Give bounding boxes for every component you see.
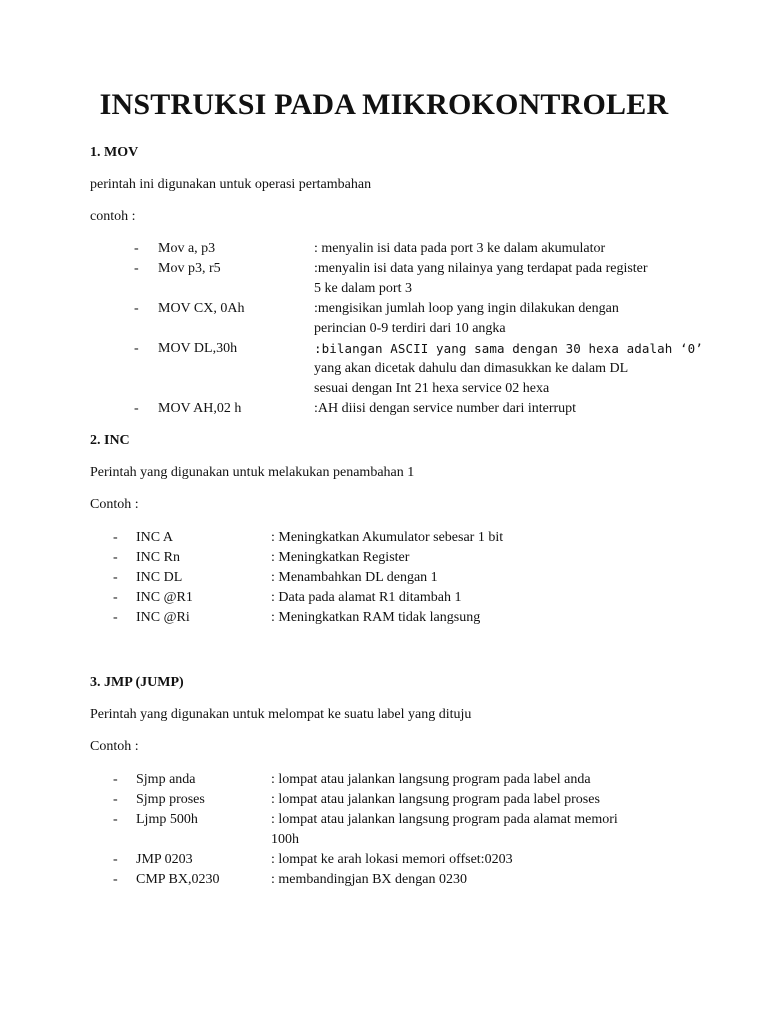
list-item — [0, 299, 768, 339]
example-list-mov — [0, 239, 768, 419]
list-bullet: - — [134, 401, 139, 416]
instruction-command: INC A — [136, 530, 173, 545]
instruction-description: : lompat ke arah lokasi memori offset:0203 — [271, 852, 513, 867]
section-description-inc: Perintah yang digunakan untuk melakukan penambahan 1 — [90, 465, 415, 480]
instruction-command: JMP 0203 — [136, 852, 193, 867]
list-item — [0, 770, 768, 790]
list-bullet: - — [113, 610, 118, 625]
instruction-description: : Meningkatkan Register — [271, 550, 410, 565]
list-item — [0, 608, 768, 628]
instruction-command: Mov a, p3 — [158, 241, 216, 256]
list-item — [0, 239, 768, 259]
list-bullet: - — [113, 550, 118, 565]
page-title: INSTRUKSI PADA MIKROKONTROLER — [99, 88, 669, 121]
instruction-description: : Data pada alamat R1 ditambah 1 — [271, 590, 462, 605]
instruction-description: : Meningkatkan RAM tidak langsung — [271, 610, 481, 625]
instruction-command: Ljmp 500h — [136, 812, 198, 827]
instruction-command: INC DL — [136, 570, 183, 585]
list-bullet: - — [113, 530, 118, 545]
instruction-description: yang akan dicetak dahulu dan dimasukkan ke dalam DL sesuai dengan Int 21 hexa service 02 hexa — [314, 361, 629, 396]
instruction-description: :menyalin isi data yang nilainya yang terdapat pada register 5 ke dalam port 3 — [314, 261, 648, 296]
list-bullet: - — [113, 872, 118, 887]
example-label-jmp: Contoh : — [90, 739, 139, 754]
list-bullet: - — [134, 241, 139, 256]
instruction-command: INC Rn — [136, 550, 180, 565]
instruction-command: CMP BX,0230 — [136, 872, 220, 887]
list-item — [0, 810, 768, 850]
list-bullet: - — [134, 301, 139, 316]
section-description-jmp: Perintah yang digunakan untuk melompat ke suatu label yang dituju — [90, 707, 472, 722]
instruction-description: : menyalin isi data pada port 3 ke dalam akumulator — [314, 241, 606, 256]
list-item — [0, 339, 768, 399]
list-bullet: - — [113, 812, 118, 827]
list-item — [0, 528, 768, 548]
list-item — [0, 588, 768, 608]
list-item — [0, 259, 768, 299]
list-bullet: - — [134, 261, 139, 276]
example-label-mov: contoh : — [90, 209, 136, 224]
list-bullet: - — [113, 852, 118, 867]
instruction-command: Sjmp proses — [136, 792, 205, 807]
list-item — [0, 790, 768, 810]
list-bullet: - — [113, 590, 118, 605]
example-list-jmp — [0, 770, 768, 890]
list-item — [0, 568, 768, 588]
instruction-description: : membandingjan BX dengan 0230 — [271, 872, 467, 887]
instruction-description: :AH diisi dengan service number dari interrupt — [314, 401, 577, 416]
instruction-description: : Menambahkan DL dengan 1 — [271, 570, 438, 585]
section-heading-mov: 1. MOV — [90, 145, 139, 160]
section-heading-jmp: 3. JMP (JUMP) — [90, 675, 184, 690]
instruction-description-line1: :bilangan ASCII yang sama dengan 30 hexa adalah ‘0’ — [314, 341, 703, 356]
instruction-command: INC @R1 — [136, 590, 193, 605]
instruction-description: : Meningkatkan Akumulator sebesar 1 bit — [271, 530, 504, 545]
list-item — [0, 870, 768, 890]
instruction-command: MOV AH,02 h — [158, 401, 242, 416]
instruction-description: : lompat atau jalankan langsung program pada label anda — [271, 772, 591, 787]
list-item — [0, 850, 768, 870]
list-bullet: - — [113, 570, 118, 585]
list-item — [0, 399, 768, 419]
instruction-description: : lompat atau jalankan langsung program pada label proses — [271, 792, 600, 807]
section-heading-inc: 2. INC — [90, 433, 130, 448]
instruction-command: Sjmp anda — [136, 772, 196, 787]
list-bullet: - — [113, 772, 118, 787]
example-list-inc — [0, 528, 768, 628]
instruction-command: INC @Ri — [136, 610, 190, 625]
instruction-command: Mov p3, r5 — [158, 261, 221, 276]
list-bullet: - — [113, 792, 118, 807]
section-description-mov: perintah ini digunakan untuk operasi pertambahan — [90, 177, 372, 192]
instruction-description: : lompat atau jalankan langsung program pada alamat memori 100h — [271, 812, 618, 847]
instruction-description: :mengisikan jumlah loop yang ingin dilakukan dengan perincian 0-9 terdiri dari 10 angka — [314, 301, 619, 336]
list-item — [0, 548, 768, 568]
example-label-inc: Contoh : — [90, 497, 139, 512]
list-bullet: - — [134, 341, 139, 356]
instruction-command: MOV DL,30h — [158, 341, 238, 356]
instruction-command: MOV CX, 0Ah — [158, 301, 245, 316]
